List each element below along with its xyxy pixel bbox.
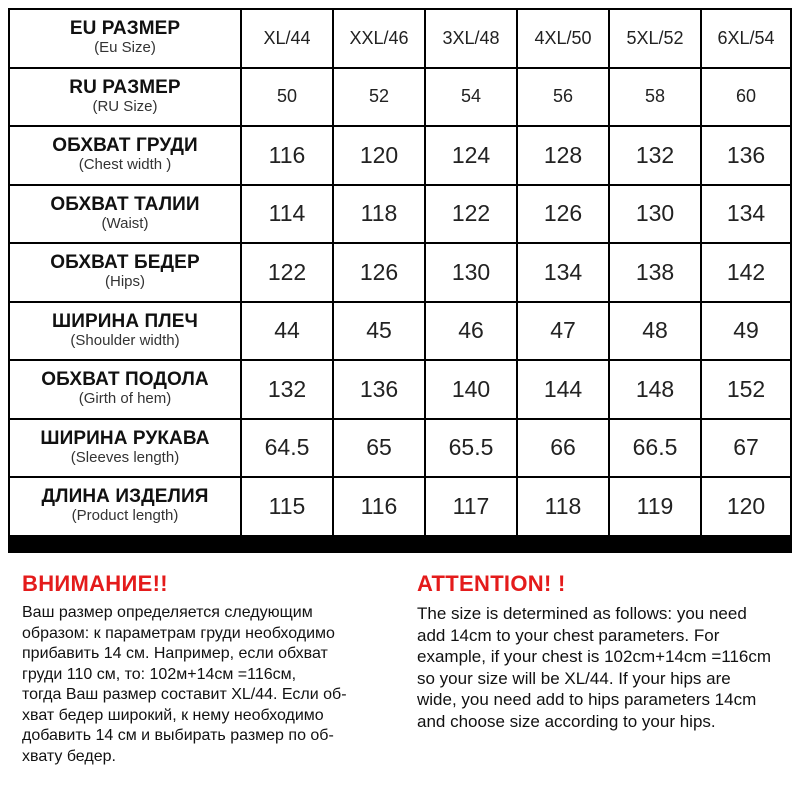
- size-row: [8, 420, 792, 477]
- row-label-ru: ОБХВАТ ГРУДИ: [52, 135, 198, 157]
- size-value-cell: 136: [702, 127, 790, 184]
- row-label-en: (Waist): [101, 214, 149, 232]
- size-value-cell: 114: [242, 186, 332, 243]
- size-value-cell: 126: [334, 244, 424, 301]
- size-value-cell: 46: [426, 303, 516, 360]
- row-label-ru: ОБХВАТ ТАЛИИ: [50, 193, 200, 215]
- row-label-en: (Hips): [105, 273, 145, 291]
- size-value-cell: 118: [518, 478, 608, 535]
- row-label-en: (Eu Size): [94, 39, 156, 57]
- size-row: [8, 361, 792, 418]
- size-value-cell: 47: [518, 303, 608, 360]
- notice-en-line: The size is determined as follows: you need: [417, 604, 747, 623]
- size-value-cell: 120: [334, 127, 424, 184]
- notices-section: [0, 555, 800, 800]
- notice-ru: [22, 571, 402, 767]
- size-value-cell: 134: [518, 244, 608, 301]
- size-value-cell: 65.5: [426, 420, 516, 477]
- size-value-cell: 130: [426, 244, 516, 301]
- row-label-cell: [10, 478, 240, 535]
- size-value-cell: 3XL/48: [426, 10, 516, 67]
- size-value-cell: 118: [334, 186, 424, 243]
- size-value-cell: 50: [242, 69, 332, 126]
- size-value-cell: 67: [702, 420, 790, 477]
- notice-ru-lines: [22, 603, 402, 767]
- size-value-cell: 66: [518, 420, 608, 477]
- size-value-cell: 138: [610, 244, 700, 301]
- size-value-cell: XL/44: [242, 10, 332, 67]
- size-row: [8, 478, 792, 535]
- row-label-cell: [10, 303, 240, 360]
- size-value-cell: 120: [702, 478, 790, 535]
- row-label-ru: ОБХВАТ БЕДЕР: [50, 252, 200, 274]
- row-label-cell: [10, 69, 240, 126]
- row-label-ru: ДЛИНА ИЗДЕЛИЯ: [41, 486, 209, 508]
- size-value-cell: 116: [334, 478, 424, 535]
- size-value-cell: 144: [518, 361, 608, 418]
- row-label-cell: [10, 361, 240, 418]
- notice-ru-line: хвату бедер.: [22, 747, 116, 765]
- size-value-cell: 130: [610, 186, 700, 243]
- size-value-cell: 45: [334, 303, 424, 360]
- notice-en-lines: [417, 603, 797, 732]
- notice-ru-line: образом: к параметрам груди необходимо: [22, 624, 335, 642]
- size-value-cell: 124: [426, 127, 516, 184]
- row-label-en: (RU Size): [92, 97, 158, 115]
- size-value-cell: 66.5: [610, 420, 700, 477]
- row-label-cell: [10, 186, 240, 243]
- size-value-cell: 134: [702, 186, 790, 243]
- size-value-cell: 122: [242, 244, 332, 301]
- size-value-cell: 117: [426, 478, 516, 535]
- row-label-en: (Girth of hem): [78, 390, 172, 408]
- row-label-en: (Sleeves length): [70, 448, 180, 466]
- size-value-cell: 54: [426, 69, 516, 126]
- size-value-cell: 148: [610, 361, 700, 418]
- size-value-cell: 60: [702, 69, 790, 126]
- notice-en-line: add 14cm to your chest parameters. For: [417, 625, 720, 645]
- notice-en-title: ATTENTION! !: [417, 571, 566, 596]
- notice-en: [417, 571, 797, 732]
- size-row: [8, 244, 792, 301]
- row-label-ru: ШИРИНА РУКАВА: [40, 427, 210, 449]
- notice-en-line: wide, you need add to hips parameters 14cm: [417, 690, 757, 709]
- row-label-cell: [10, 244, 240, 301]
- size-row: [8, 186, 792, 243]
- notice-ru-line: хват бедер широкий, к нему необходимо: [22, 706, 324, 724]
- row-label-ru: RU РАЗМЕР: [69, 76, 181, 98]
- size-row: [8, 127, 792, 184]
- size-value-cell: 132: [610, 127, 700, 184]
- row-label-en: (Shoulder width): [70, 331, 180, 349]
- size-value-cell: 64.5: [242, 420, 332, 477]
- size-value-cell: 128: [518, 127, 608, 184]
- size-value-cell: 52: [334, 69, 424, 126]
- size-value-cell: XXL/46: [334, 10, 424, 67]
- row-label-cell: [10, 10, 240, 67]
- size-value-cell: 56: [518, 69, 608, 126]
- notice-ru-title: ВНИМАНИЕ!!: [22, 571, 168, 596]
- size-row: [8, 303, 792, 360]
- row-label-cell: [10, 127, 240, 184]
- notice-en-line: and choose size according to your hips.: [417, 711, 716, 731]
- size-value-cell: 49: [702, 303, 790, 360]
- size-value-cell: 119: [610, 478, 700, 535]
- row-label-ru: ОБХВАТ ПОДОЛА: [41, 369, 209, 391]
- size-chart-table: [8, 8, 792, 553]
- size-value-cell: 48: [610, 303, 700, 360]
- size-value-cell: 65: [334, 420, 424, 477]
- size-value-cell: 44: [242, 303, 332, 360]
- notice-ru-line: Ваш размер определяется следующим: [22, 604, 313, 621]
- size-value-cell: 4XL/50: [518, 10, 608, 67]
- size-value-cell: 6XL/54: [702, 10, 790, 67]
- size-value-cell: 58: [610, 69, 700, 126]
- size-value-cell: 142: [702, 244, 790, 301]
- row-label-en: (Product length): [71, 507, 179, 525]
- notice-ru-line: прибавить 14 см. Например, если обхват: [22, 645, 328, 662]
- notice-ru-line: тогда Ваш размер составит XL/44. Если об-: [22, 686, 347, 703]
- notice-ru-line: груди 110 см, то: 102м+14см =116см,: [22, 665, 297, 683]
- size-value-cell: 132: [242, 361, 332, 418]
- row-label-en: (Chest width ): [78, 156, 172, 174]
- row-label-cell: [10, 420, 240, 477]
- size-value-cell: 136: [334, 361, 424, 418]
- notice-en-line: example, if your chest is 102cm+14cm =116cm: [417, 647, 772, 666]
- size-value-cell: 126: [518, 186, 608, 243]
- notice-en-line: so your size will be XL/44. If your hips are: [417, 668, 731, 688]
- notice-ru-line: добавить 14 см и выбирать размер по об-: [22, 727, 334, 744]
- size-value-cell: 140: [426, 361, 516, 418]
- row-label-ru: ШИРИНА ПЛЕЧ: [52, 310, 198, 332]
- row-label-ru: EU РАЗМЕР: [69, 18, 181, 40]
- size-value-cell: 115: [242, 478, 332, 535]
- size-table-grid: [8, 8, 792, 553]
- size-value-cell: 5XL/52: [610, 10, 700, 67]
- size-row: [8, 10, 792, 67]
- size-row: [8, 69, 792, 126]
- size-value-cell: 122: [426, 186, 516, 243]
- size-value-cell: 116: [242, 127, 332, 184]
- size-value-cell: 152: [702, 361, 790, 418]
